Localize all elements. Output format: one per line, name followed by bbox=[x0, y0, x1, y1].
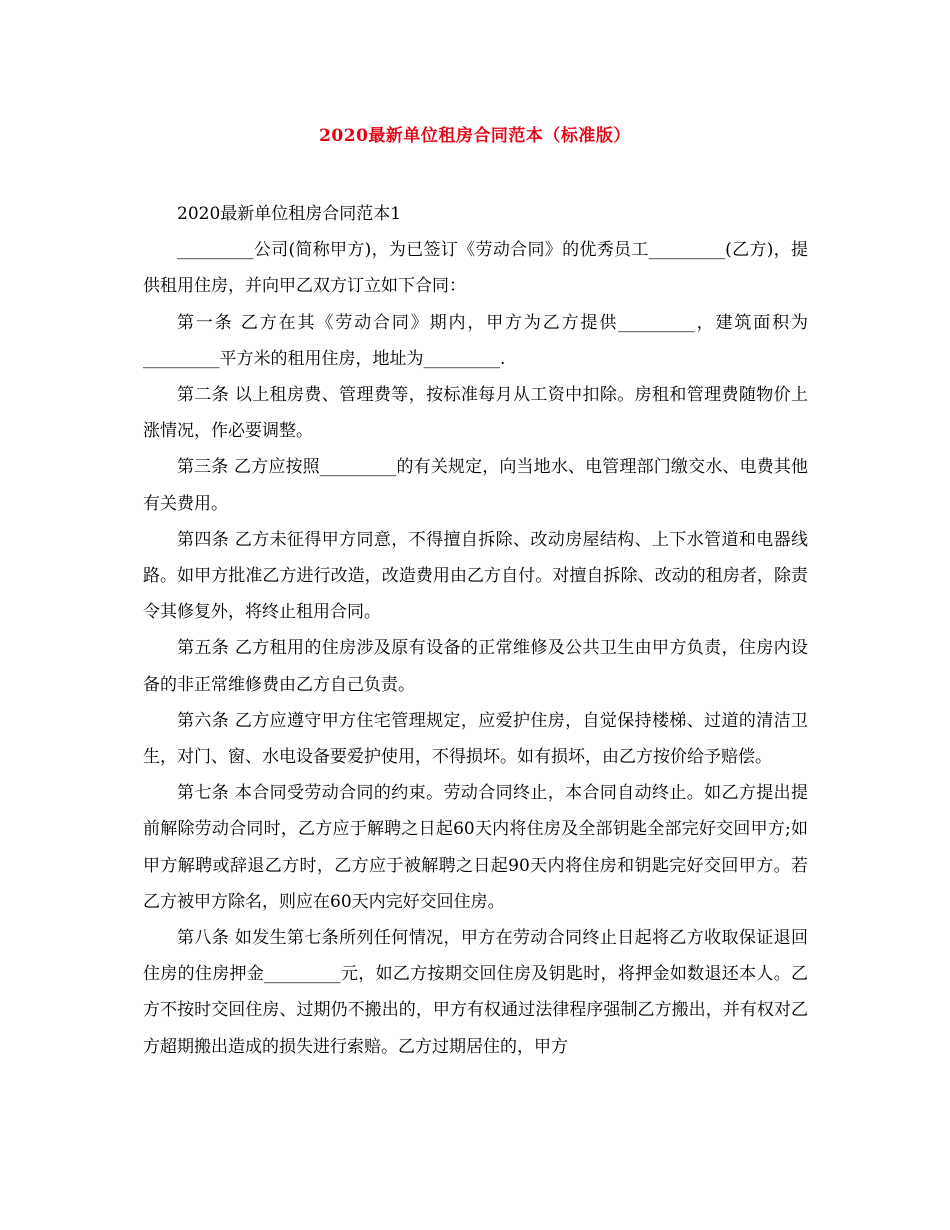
section-heading: 2020最新单位租房合同范本1 bbox=[177, 204, 402, 224]
document-title: 2020最新单位租房合同范本（标准版） bbox=[319, 126, 631, 146]
clause-1: 第一条 乙方在其《劳动合同》期内，甲方为乙方提供_________，建筑面积为_________平方米的租用住房，地址为_________. bbox=[143, 312, 808, 369]
contract-preamble: _________公司(简称甲方)，为已签订《劳动合同》的优秀员工_________(乙方)，提供租用住房，并向甲乙双方订立如下合同： bbox=[143, 240, 808, 297]
clause-7: 第七条 本合同受劳动合同的约束。劳动合同终止，本合同自动终止。如乙方提出提前解除劳动合同时，乙方应于解聘之日起60天内将住房及全部钥匙全部完好交回甲方;如甲方解聘或辞退乙方时，乙方应于被解聘之日起90天内将住房和钥匙完好交回甲方。若乙方被甲方除名，则应在60天内完好交回住房。 bbox=[143, 783, 808, 912]
clause-3: 第三条 乙方应按照_________的有关规定，向当地水、电管理部门缴交水、电费其他有关费用。 bbox=[143, 457, 808, 514]
document-body bbox=[143, 196, 808, 1065]
clause-5: 第五条 乙方租用的住房涉及原有设备的正常维修及公共卫生由甲方负责，住房内设备的非正常维修费由乙方自己负责。 bbox=[143, 638, 808, 695]
clause-8: 第八条 如发生第七条所列任何情况，甲方在劳动合同终止日起将乙方收取保证退回住房的住房押金_________元，如乙方按期交回住房及钥匙时，将押金如数退还本人。乙方不按时交回住房、过期仍不搬出的，甲方有权通过法律程序强制乙方搬出，并有权对乙方超期搬出造成的损失进行索赔。乙方过期居住的，甲方 bbox=[143, 928, 808, 1057]
clause-6: 第六条 乙方应遵守甲方住宅管理规定，应爱护住房，自觉保持楼梯、过道的清洁卫生，对门、窗、水电设备要爱护使用，不得损坏。如有损坏，由乙方按价给予赔偿。 bbox=[143, 710, 808, 768]
clause-2: 第二条 以上租房费、管理费等，按标准每月从工资中扣除。房租和管理费随物价上涨情况，作必要调整。 bbox=[143, 385, 808, 442]
clause-4: 第四条 乙方未征得甲方同意，不得擅自拆除、改动房屋结构、上下水管道和电器线路。如甲方批准乙方进行改造，改造费用由乙方自付。对擅自拆除、改动的租房者，除责令其修复外，将终止租用合同。 bbox=[143, 529, 808, 623]
